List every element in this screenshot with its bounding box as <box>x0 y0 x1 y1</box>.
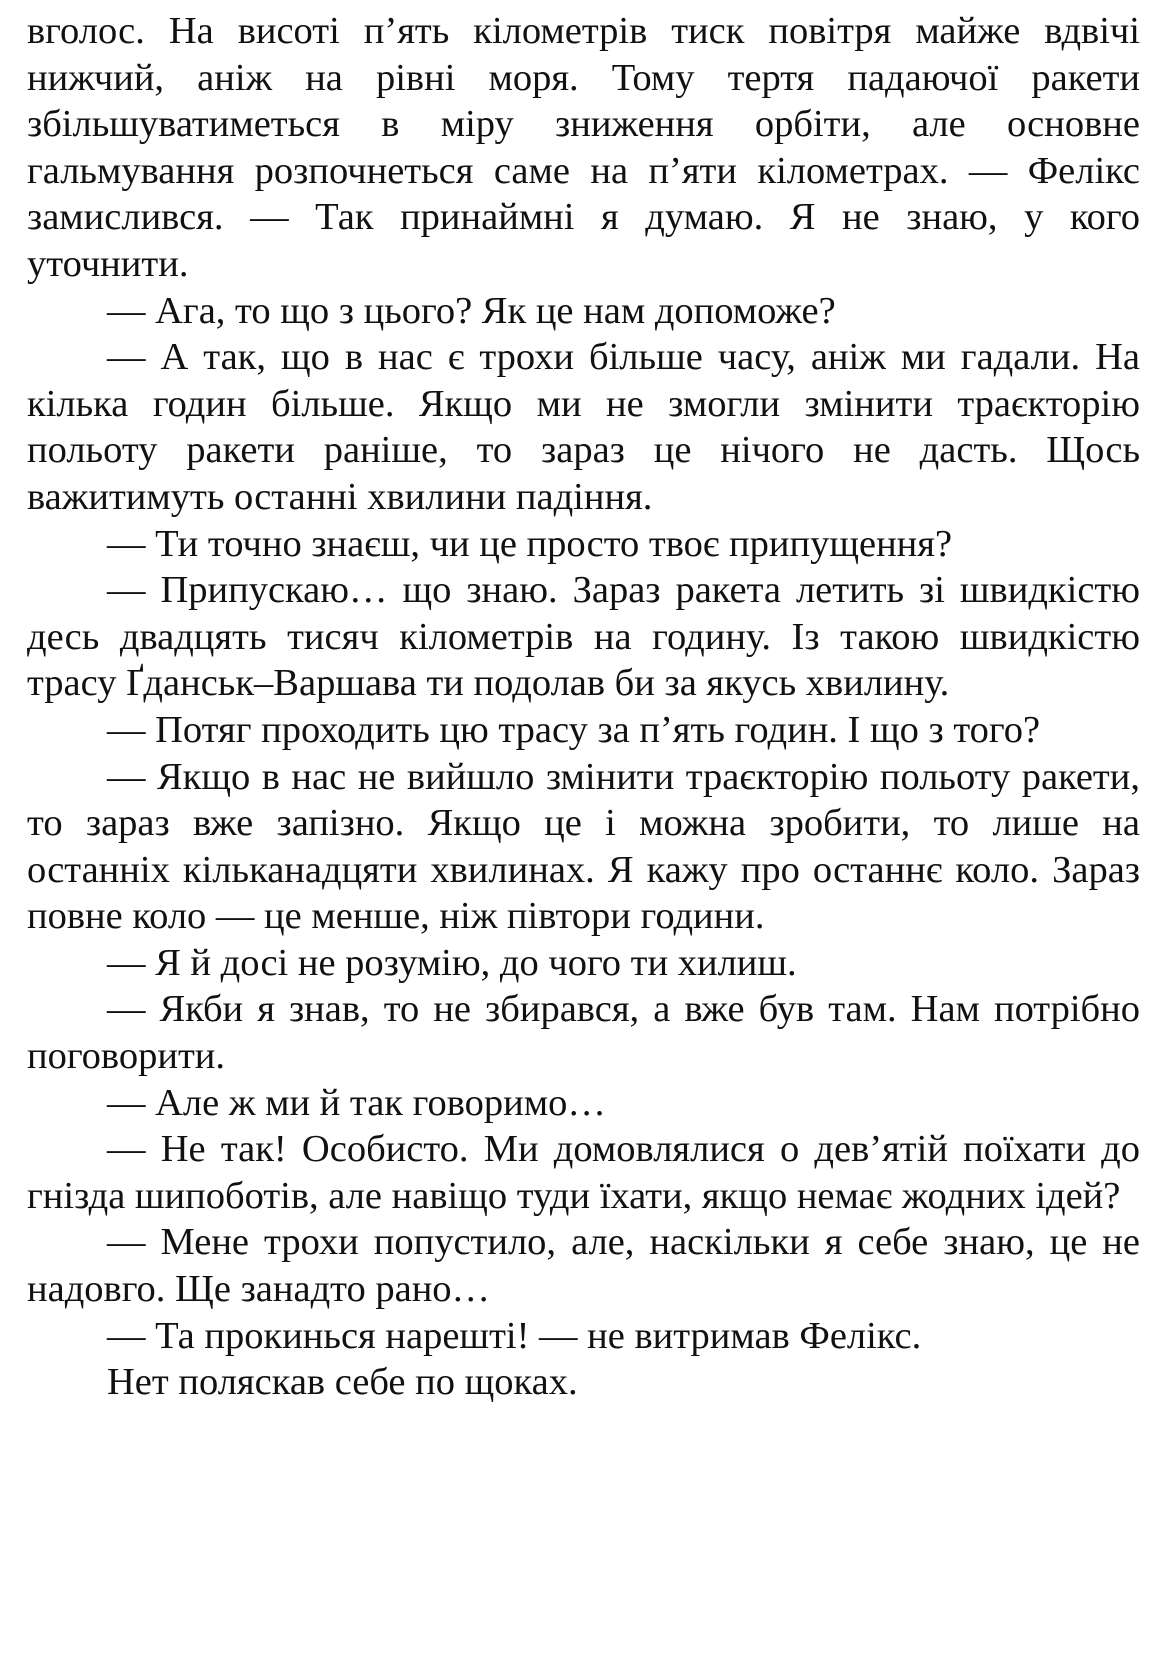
paragraph-14: Нет поляскав себе по щоках. <box>107 1361 578 1404</box>
paragraph-12: — Мене трохи попустило, але, наскільки я себе знаю, це не надовго. Ще занадто рано… <box>27 1221 1140 1311</box>
paragraph-6: — Потяг проходить цю трасу за п’ять годин. І що з того? <box>107 708 1041 751</box>
paragraph-11: — Не так! Особисто. Ми домовлялися о дев’ятій поїхати до гнізда шипоботів, але навіщо туди їхати, якщо немає жодних ідей? <box>27 1128 1140 1217</box>
paragraph-7: — Якщо в нас не вийшло змінити траєкторію польоту ракети, то зараз вже запізно. Якщо це і можна зробити, то лише на останніх кільканадцяти хвилинах. Я кажу про останнє коло. Зараз повне коло — це менше, ніж півтори години. <box>27 755 1140 938</box>
paragraph-1: вголос. На висоті п’ять кілометрів тиск повітря майже вдвічі нижчий, аніж на рівні моря. Тому тертя падаючої ракети збільшуватиметься в міру зниження орбіти, але основне гальмування розпочнеться саме на п’яти кілометрах. — Фелікс замислився. — Так принаймні я думаю. Я не знаю, у кого уточнити. <box>27 10 1140 285</box>
paragraph-5: — Припускаю… що знаю. Зараз ракета летить зі швидкістю десь двадцять тисяч кілометрів на годину. Із такою швидкістю трасу Ґданськ–Варшава ти подолав би за якусь хвилину. <box>27 569 1140 705</box>
paragraph-3: — А так, що в нас є трохи більше часу, аніж ми гадали. На кілька годин більше. Якщо ми не змогли змінити траєкторію польоту ракети раніше, то зараз це нічого не дасть. Щось важитимуть останні хвилини падіння. <box>27 336 1140 518</box>
paragraph-4: — Ти точно знаєш, чи це просто твоє припущення? <box>107 522 953 565</box>
paragraph-13: — Та прокинься нарешті! — не витримав Фелікс. <box>107 1314 922 1357</box>
paragraph-9: — Якби я знав, то не збирався, а вже був там. Нам потрібно поговорити. <box>27 988 1140 1078</box>
document-page <box>27 8 1140 1406</box>
paragraph-10: — Але ж ми й так говоримо… <box>107 1081 606 1124</box>
paragraph-8: — Я й досі не розумію, до чого ти хилиш. <box>107 941 797 984</box>
paragraph-2: — Ага, то що з цього? Як це нам допоможе? <box>107 289 836 332</box>
